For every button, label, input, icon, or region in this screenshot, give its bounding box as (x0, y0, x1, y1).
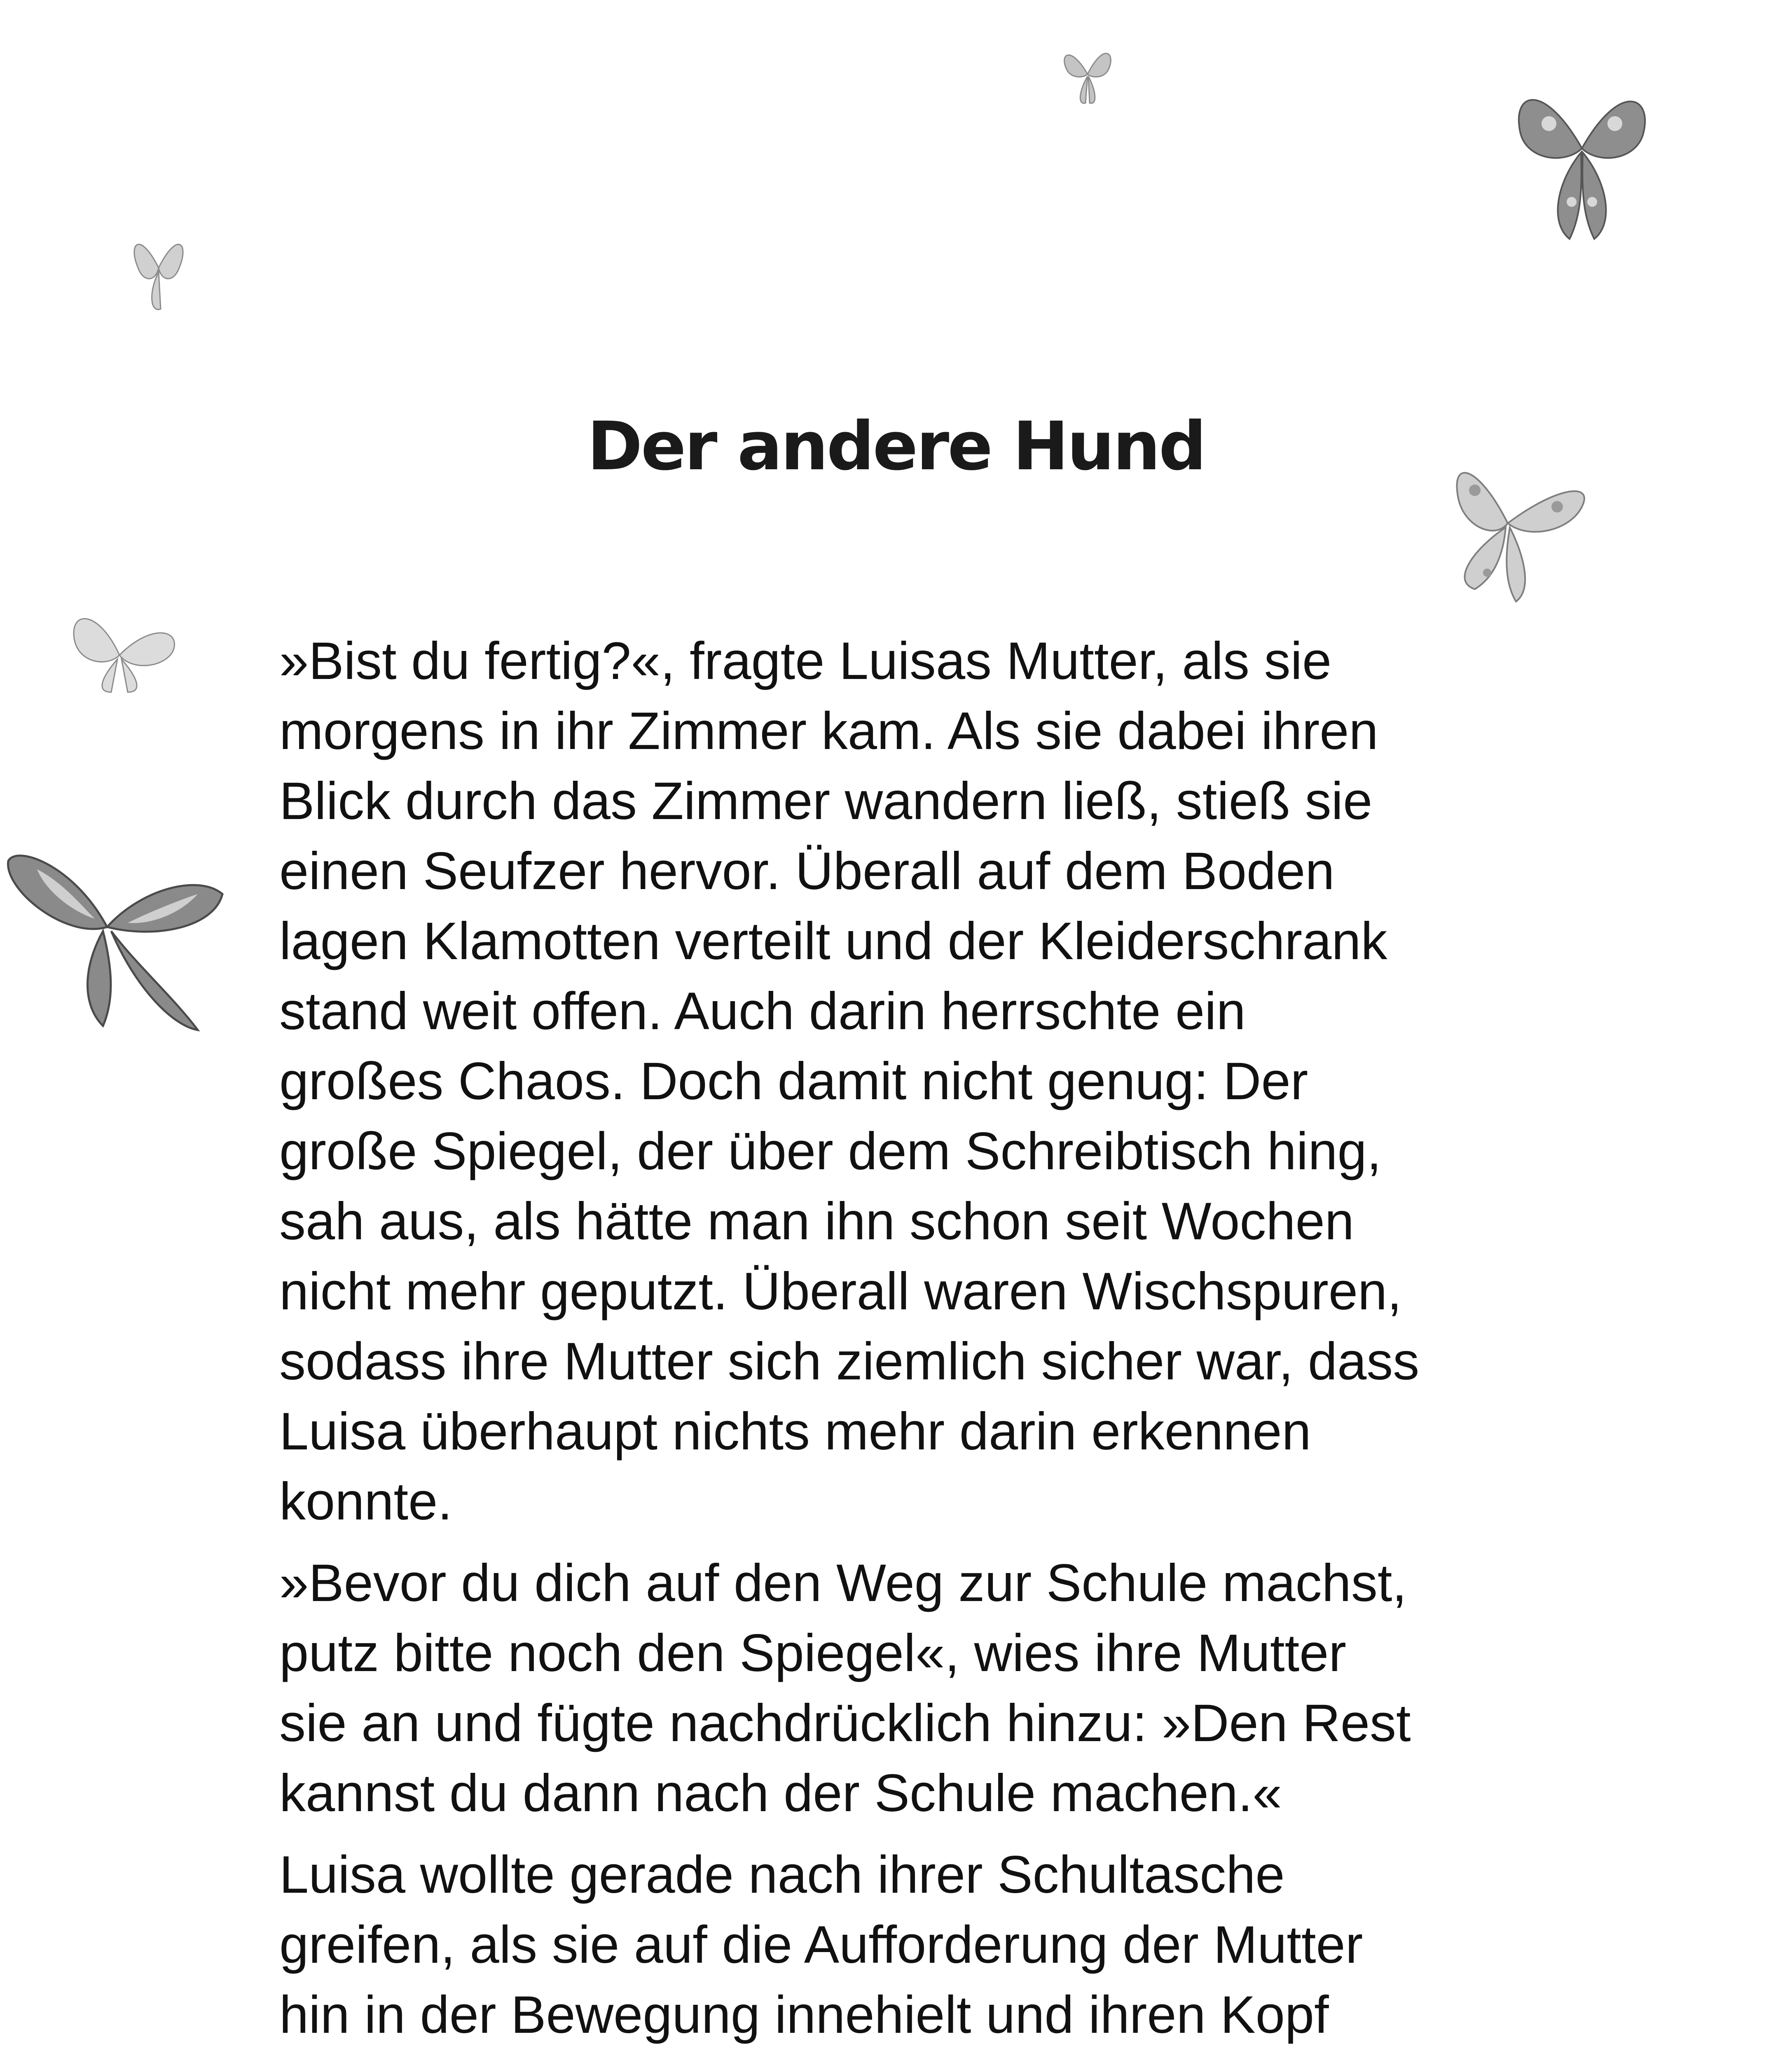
chapter-title: Der andere Hund (587, 408, 1205, 485)
butterfly-icon (124, 222, 194, 317)
butterfly-icon (1504, 66, 1660, 247)
paragraph: »Bevor du dich auf den Weg zur Schule machst, putz bitte noch den Spiegel«, wies ihre Mutter sie an und fügte nachdrücklich hinzu: »Den Rest kannst du dann nach der Schule machen.« (279, 1554, 1411, 1823)
body-text (279, 626, 1573, 2060)
butterfly-icon (58, 593, 181, 696)
paragraph: Luisa wollte gerade nach ihrer Schultasche greifen, als sie auf die Aufforderung der Mutter hin in der Bewegung innehielt und ihren Kopf (279, 1845, 1363, 2044)
butterfly-icon (0, 832, 231, 1038)
butterfly-icon (1055, 37, 1121, 111)
paragraph: »Bist du fertig?«, fragte Luisas Mutter, als sie morgens in ihr Zimmer kam. Als sie dabei ihren Blick durch das Zimmer wandern ließ, stieß sie einen Seufzer hervor. Überall auf dem Boden lagen Klamotten verteilt und der Kleiderschrank stand weit offen. Auch darin herrschte ein großes Chaos. Doch damit nicht genug: Der große Spiegel, der über dem Schreibtisch hing, sah aus, als hätte man ihn schon seit Wochen nicht mehr geputzt. Überall waren Wischspuren, sodass ihre Mutter sich ziemlich sicher war, dass Luisa überhaupt nichts mehr darin erkennen konnte. (279, 632, 1420, 1531)
